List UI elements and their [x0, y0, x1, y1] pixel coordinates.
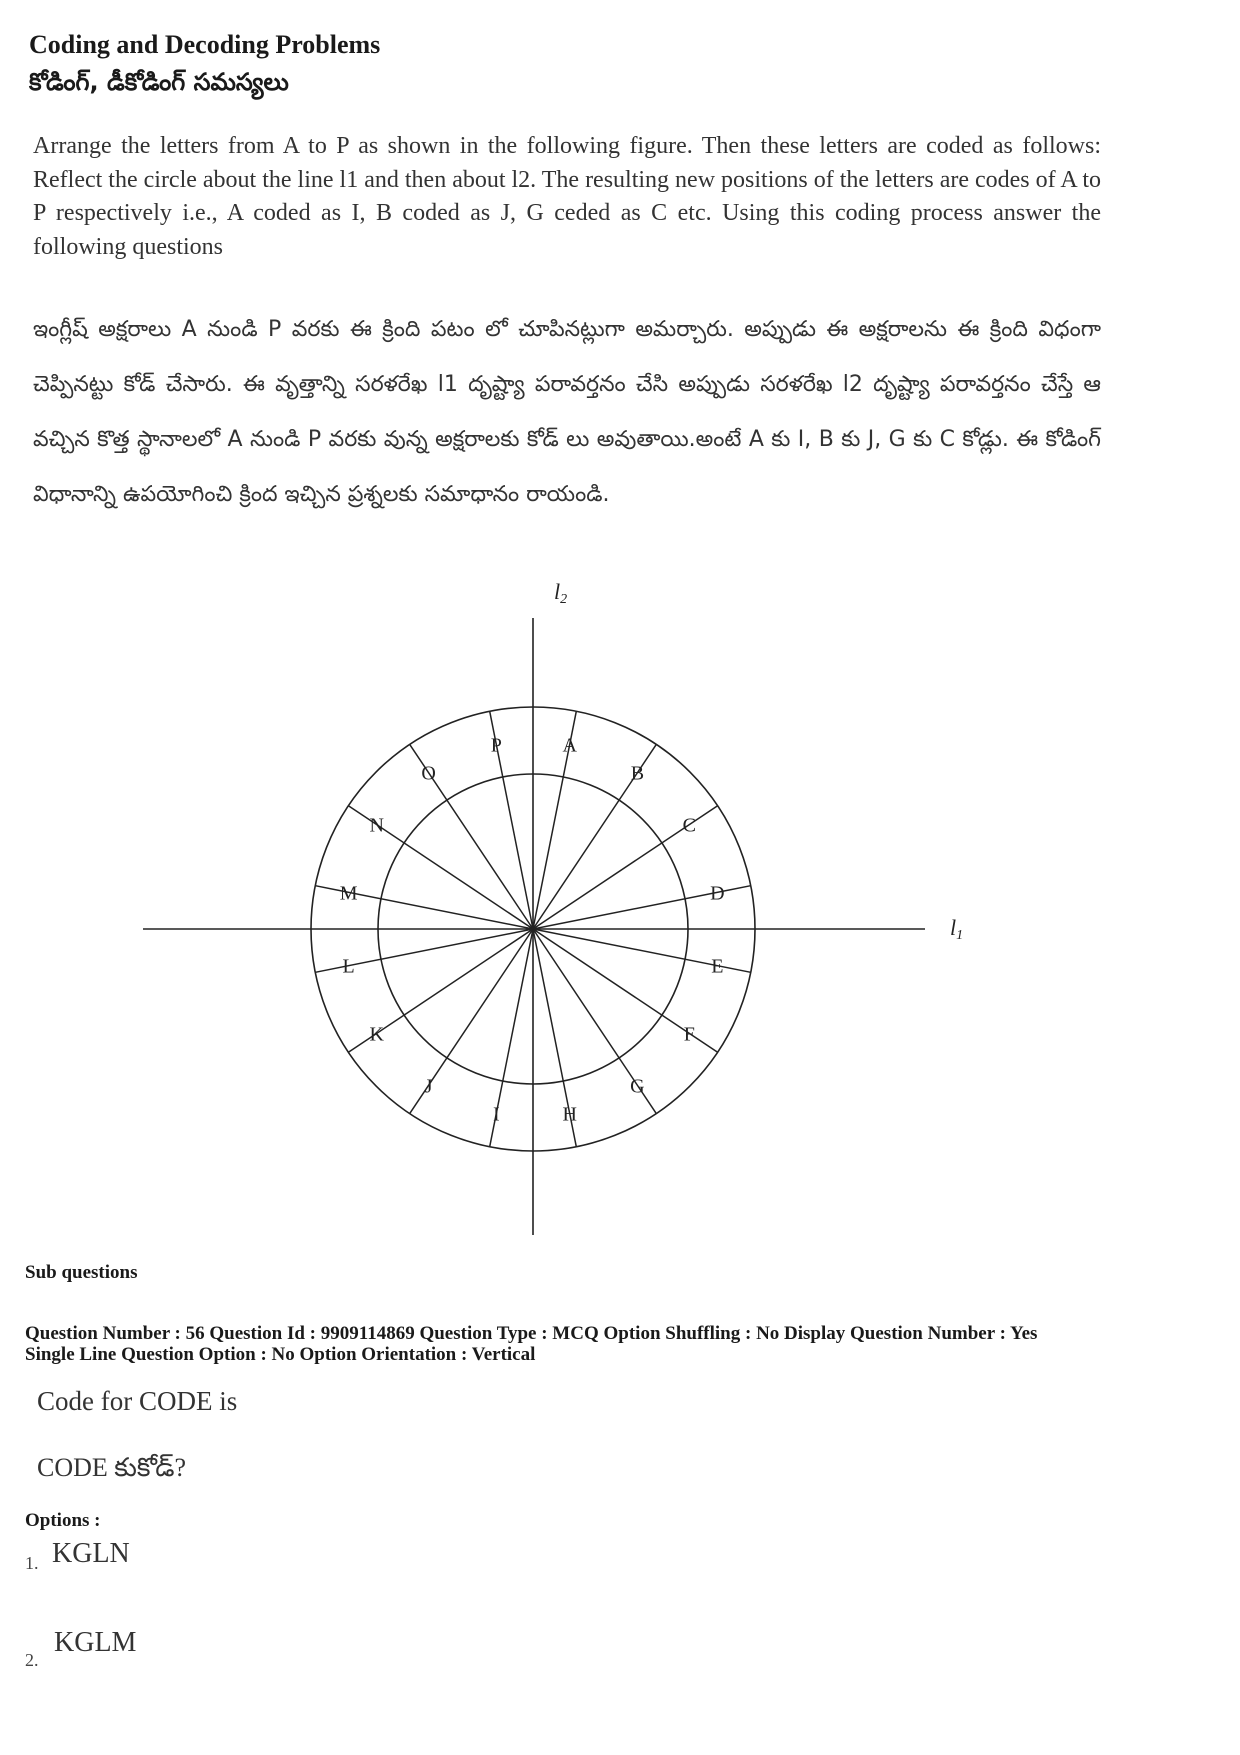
- wheel-letter-c: C: [682, 814, 696, 837]
- wheel-letter-o: O: [421, 762, 436, 785]
- option-2-number: 2.: [25, 1650, 39, 1670]
- axis-label-l1: l1: [950, 915, 964, 943]
- question-text-te: CODE కుకోడ్?: [37, 1453, 187, 1482]
- wheel-letter-b: B: [630, 762, 645, 785]
- instructions-en: [33, 130, 1101, 264]
- instructions-en-text: Arrange the letters from A to P as shown in the following figure. Then these letters are coded as follows: Reflect the circle about the line l1 and then about l2. The resulting new positions of the letters are codes of A to P respectively i.e., A coded as I, B coded as J, G ceded as C etc. Using this coding process answer the following questions: [33, 133, 1101, 260]
- wheel-letter-g: G: [630, 1075, 645, 1098]
- wheel-letter-p: P: [490, 734, 502, 757]
- wheel-letter-i: I: [492, 1103, 500, 1126]
- wheel-letter-m: M: [339, 882, 358, 905]
- options-label: Options :: [25, 1510, 101, 1531]
- section-title-en: Coding and Decoding Problems: [29, 30, 381, 59]
- question-text-en: Code for CODE is: [37, 1386, 238, 1416]
- wheel-letter-n: N: [369, 814, 384, 837]
- instructions-te: [33, 302, 1101, 522]
- option-1-number: 1.: [25, 1553, 39, 1573]
- wheel-letter-a: A: [562, 734, 577, 757]
- wheel-letter-k: K: [369, 1023, 384, 1046]
- instructions-te-text: ఇంగ్లీష్ అక్షరాలు A నుండి P వరకు ఈ క్రింది పటం లో చూపినట్లుగా అమర్చారు. అప్పుడు ఈ అక్షరాలను ఈ క్రింది విధంగా చెప్పినట్టు కోడ్ చేసారు. ఈ వృత్తాన్ని సరళరేఖ l1 దృష్ట్యా పరావర్తనం చేసి అప్పుడు సరళరేఖ l2 దృష్ట్యా పరావర్తనం చేస్తే ఆ వచ్చిన కొత్త స్థానాలలో A నుండి P వరకు వున్న అక్షరాలకు కోడ్ లు అవుతాయి.అంటే A కు I, B కు J, G కు C కోడ్లు. ఈ కోడింగ్ విధానాన్ని ఉపయోగించి క్రింద ఇచ్చిన ప్రశ్నలకు సమాధానం రాయండి.: [33, 317, 1101, 507]
- question-meta: [25, 1323, 1225, 1365]
- question-meta-line1: Question Number : 56 Question Id : 9909114869 Question Type : MCQ Option Shuffling : No Display Question Number : Yes: [25, 1323, 1038, 1344]
- letter-wheel-figure: [140, 579, 964, 1240]
- wheel-letter-h: H: [562, 1103, 577, 1126]
- option-1-text[interactable]: KGLN: [52, 1538, 130, 1569]
- option-2-text[interactable]: KGLM: [54, 1627, 137, 1658]
- wheel-letter-e: E: [711, 955, 724, 978]
- sub-questions-heading: Sub questions: [25, 1262, 138, 1283]
- wheel-letter-l: L: [342, 955, 355, 978]
- section-title-te: కోడింగ్, డీకోడింగ్ సమస్యలు: [29, 68, 289, 96]
- question-meta-line2: Single Line Question Option : No Option Orientation : Vertical: [25, 1344, 536, 1365]
- wheel-letter-j: J: [424, 1075, 433, 1098]
- wheel-letter-d: D: [710, 882, 725, 905]
- wheel-letter-f: F: [683, 1023, 695, 1046]
- axis-label-l2: l2: [554, 579, 568, 607]
